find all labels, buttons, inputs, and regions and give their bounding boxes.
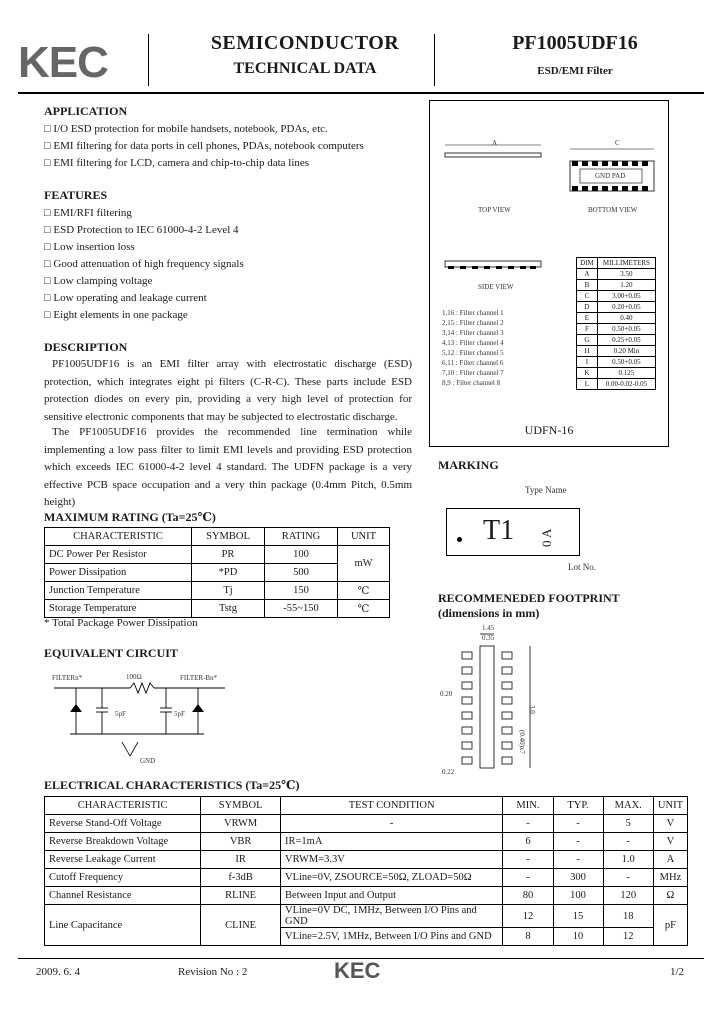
max-rating-heading: MAXIMUM RATING (Ta=25℃) [44,510,216,524]
dim-header: DIM [577,258,598,269]
dim-key: I [577,357,598,368]
table-cell: - [553,833,603,851]
footer-page: 1/2 [670,966,685,978]
header-subtitle: TECHNICAL DATA [233,60,377,77]
footer-date: 2009. 6. 4 [36,966,80,978]
application-list [44,121,424,172]
application-item: □ I/O ESD protection for mobile handsets, notebook, PDAs, etc. [44,123,328,135]
table-row [45,905,688,928]
dim-value: 0.20 Min [597,346,655,357]
pin-item: 5,12 : Filter channel 5 [442,349,504,357]
bottom-view-label: BOTTOM VIEW [588,206,638,214]
package-name: UDFN-16 [524,423,574,437]
table-cell: 5 [603,815,653,833]
pin-item: 8,9 : Filter channel 8 [442,379,501,387]
table-cell: Storage Temperature [45,600,192,618]
table-cell: Tstg [192,600,265,618]
circuit-gnd-label: GND [140,757,156,765]
electrical-heading: ELECTRICAL CHARACTERISTICS (Ta=25℃) [44,778,300,792]
dim-key: A [577,269,598,280]
lot-no-label: Lot No. [568,562,596,572]
type-name-label: Type Name [525,485,567,495]
table-cell: Reverse Stand-Off Voltage [45,815,201,833]
top-view-label: TOP VIEW [478,206,511,214]
dim-key: E [577,313,598,324]
table-row [45,582,390,600]
pin1-dot [457,537,462,542]
dim-value: 0.50+0.05 [597,357,655,368]
table-cell: Line Capacitance [45,905,201,946]
description-heading: DESCRIPTION [44,340,128,354]
table-cell: 10 [553,928,603,946]
table-cell: -55~150 [265,600,338,618]
dim-key: F [577,324,598,335]
part-description: ESD/EMI Filter [537,65,613,77]
table-cell: - [553,815,603,833]
table-cell: Power Dissipation [45,564,192,582]
table-cell: - [503,869,553,887]
footprint-subheading: (dimensions in mm) [438,606,540,620]
table-cell: 100 [553,887,603,905]
table-cell: 300 [553,869,603,887]
table-row [45,815,688,833]
table-cell: V [653,815,687,833]
marking-box [446,508,580,556]
dim-header: MILLIMETERS [597,258,655,269]
pin-item: 4,13 : Filter channel 4 [442,339,504,347]
table-cell: ℃ [338,600,390,618]
table-cell: 12 [503,905,553,928]
table-cell: MHz [653,869,687,887]
feature-item: □ Low clamping voltage [44,275,153,287]
dim-key: B [577,280,598,291]
table-cell: Tj [192,582,265,600]
circuit-cap2-label: 5pF [174,710,185,718]
circuit-input-label: FILTERn* [52,674,83,682]
feature-item: □ Low operating and leakage current [44,292,207,304]
table-cell: 8 [503,928,553,946]
table-row [45,887,688,905]
footprint-drawing [440,622,580,780]
dim-value: 1.20 [597,280,655,291]
footprint-dim-2: 0.35 [482,634,495,642]
column-header: UNIT [338,528,390,546]
table-cell: VLine=0V, ZSOURCE=50Ω, ZLOAD=50Ω [280,869,502,887]
column-header: TEST CONDITION [280,797,502,815]
description-paragraph-1: PF1005UDF16 is an EMI filter array with electrostatic discharge (ESD) protection, which integrates eight pi filters (C-R-C). These parts include ESD protection diodes on every pin, providing a very high level of protection for sensitive electronic components that may be subjected to electrostatic discharge. [44,358,412,423]
table-cell: CLINE [201,905,281,946]
circuit-cap1-label: 5pF [115,710,126,718]
features-list [44,205,424,324]
table-row [45,833,688,851]
table-cell: mW [338,546,390,582]
feature-item: □ Eight elements in one package [44,309,188,321]
table-cell: Between Input and Output [280,887,502,905]
package-drawing-box [429,100,669,447]
application-item: □ EMI filtering for data ports in cell phones, PDAs, notebook computers [44,140,364,152]
electrical-table [44,796,688,946]
description-paragraph-2: The PF1005UDF16 provides the recommended line termination while implementing a low pass filter to limit EMI levels and providing ESD protection which exceeds IEC 61000-4-2 level 4 standard. The UDFN package is a very effective PCB space occupation and a very thin package (0.4mm Pitch, 0.5mm height) [44,426,412,508]
circuit-output-label: FILTER-Bn* [180,674,218,682]
marking-text: T1 [483,515,515,546]
kec-logo: KEC [18,38,108,87]
table-cell: VLine=2.5V, 1MHz, Between I/O Pins and GND [280,928,502,946]
max-rating-table [44,527,390,618]
dim-key: L [577,379,598,390]
table-cell: ℃ [338,582,390,600]
table-cell: VRWM [201,815,281,833]
dim-value: 3.00+0.05 [597,291,655,302]
feature-item: □ Good attenuation of high frequency signals [44,258,244,270]
header-title: SEMICONDUCTOR [210,32,400,54]
table-cell: Reverse Breakdown Voltage [45,833,201,851]
application-heading: APPLICATION [44,104,128,118]
column-header: MIN. [503,797,553,815]
dim-value: 0.40 [597,313,655,324]
table-cell: RLINE [201,887,281,905]
table-cell: f-3dB [201,869,281,887]
table-cell: 100 [265,546,338,564]
table-cell: - [553,851,603,869]
table-cell: 500 [265,564,338,582]
table-cell: Cutoff Frequency [45,869,201,887]
footprint-dim-1: 1.45 [482,624,495,632]
dim-key: K [577,368,598,379]
features-heading: FEATURES [44,188,108,202]
header-rule [18,92,704,94]
column-header: UNIT [653,797,687,815]
max-rating-note: * Total Package Power Dissipation [44,617,198,629]
dim-key: G [577,335,598,346]
table-cell: 6 [503,833,553,851]
table-row [45,869,688,887]
table-cell: 1.0 [603,851,653,869]
dimension-table [576,257,656,390]
table-cell: - [603,869,653,887]
table-cell: 150 [265,582,338,600]
dim-value: 0.00-0.02-0.05 [597,379,655,390]
column-header: SYMBOL [192,528,265,546]
dim-value: 3.50 [597,269,655,280]
table-cell: - [503,851,553,869]
circuit-resistor-label: 100Ω [126,673,142,681]
column-header: RATING [265,528,338,546]
column-header: CHARACTERISTIC [45,797,201,815]
table-cell: Channel Resistance [45,887,201,905]
table-cell: VLine=0V DC, 1MHz, Between I/O Pins and GND [280,905,502,928]
table-cell: 15 [553,905,603,928]
dim-value: 0.25+0.05 [597,335,655,346]
table-cell: *PD [192,564,265,582]
pin-item: 1,16 : Filter channel 1 [442,309,504,317]
dim-a-label: A [492,139,498,147]
footprint-dim-5: (0.40)x7 [518,730,526,754]
table-row [45,851,688,869]
part-number: PF1005UDF16 [512,32,638,54]
footprint-dim-4: 3.0 [528,705,536,714]
footprint-dim-3: 0.20 [440,690,453,698]
pin-list [442,308,504,388]
lot-chars: 0 A [539,528,554,547]
footprint-dim-6: 0.22 [442,768,455,776]
column-header: CHARACTERISTIC [45,528,192,546]
marking-heading: MARKING [438,458,499,472]
pin-item: 2,15 : Filter channel 2 [442,319,504,327]
table-cell: - [503,815,553,833]
column-header: TYP. [553,797,603,815]
feature-item: □ ESD Protection to IEC 61000-4-2 Level 4 [44,224,239,236]
table-cell: - [280,815,502,833]
table-cell: VRWM=3.3V [280,851,502,869]
equivalent-circuit-heading: EQUIVALENT CIRCUIT [44,646,178,660]
table-cell: - [603,833,653,851]
dim-value: 0.20+0.05 [597,302,655,313]
table-cell: DC Power Per Resistor [45,546,192,564]
table-cell: V [653,833,687,851]
footer-logo: KEC [334,958,381,983]
table-cell: Junction Temperature [45,582,192,600]
table-cell: pF [653,905,687,946]
feature-item: □ EMI/RFI filtering [44,207,132,219]
gnd-pad-label: GND PAD [595,172,626,180]
table-cell: A [653,851,687,869]
table-cell: 120 [603,887,653,905]
feature-item: □ Low insertion loss [44,241,135,253]
table-cell: IR=1mA [280,833,502,851]
table-cell: Reverse Leakage Current [45,851,201,869]
pin-item: 3,14 : Filter channel 3 [442,329,504,337]
column-header: SYMBOL [201,797,281,815]
table-cell: VBR [201,833,281,851]
footer-revision: Revision No : 2 [178,966,248,978]
pin-item: 6,11 : Filter channel 6 [442,359,504,367]
dim-key: D [577,302,598,313]
table-cell: IR [201,851,281,869]
header-divider-2 [434,34,435,86]
side-view-label: SIDE VIEW [478,283,514,291]
footprint-heading: RECOMMENEDED FOOTPRINT [438,591,620,605]
table-cell: 18 [603,905,653,928]
column-header: MAX. [603,797,653,815]
table-row [45,546,390,564]
dim-value: 0.50+0.05 [597,324,655,335]
table-cell: PR [192,546,265,564]
dim-value: 0.125 [597,368,655,379]
pin-item: 7,10 : Filter channel 7 [442,369,504,377]
dim-key: H [577,346,598,357]
table-cell: 80 [503,887,553,905]
dim-key: C [577,291,598,302]
application-item: □ EMI filtering for LCD, camera and chip-to-chip data lines [44,157,310,169]
table-cell: 12 [603,928,653,946]
dim-c-label: C [615,139,620,147]
table-cell: Ω [653,887,687,905]
header-divider [148,34,149,86]
